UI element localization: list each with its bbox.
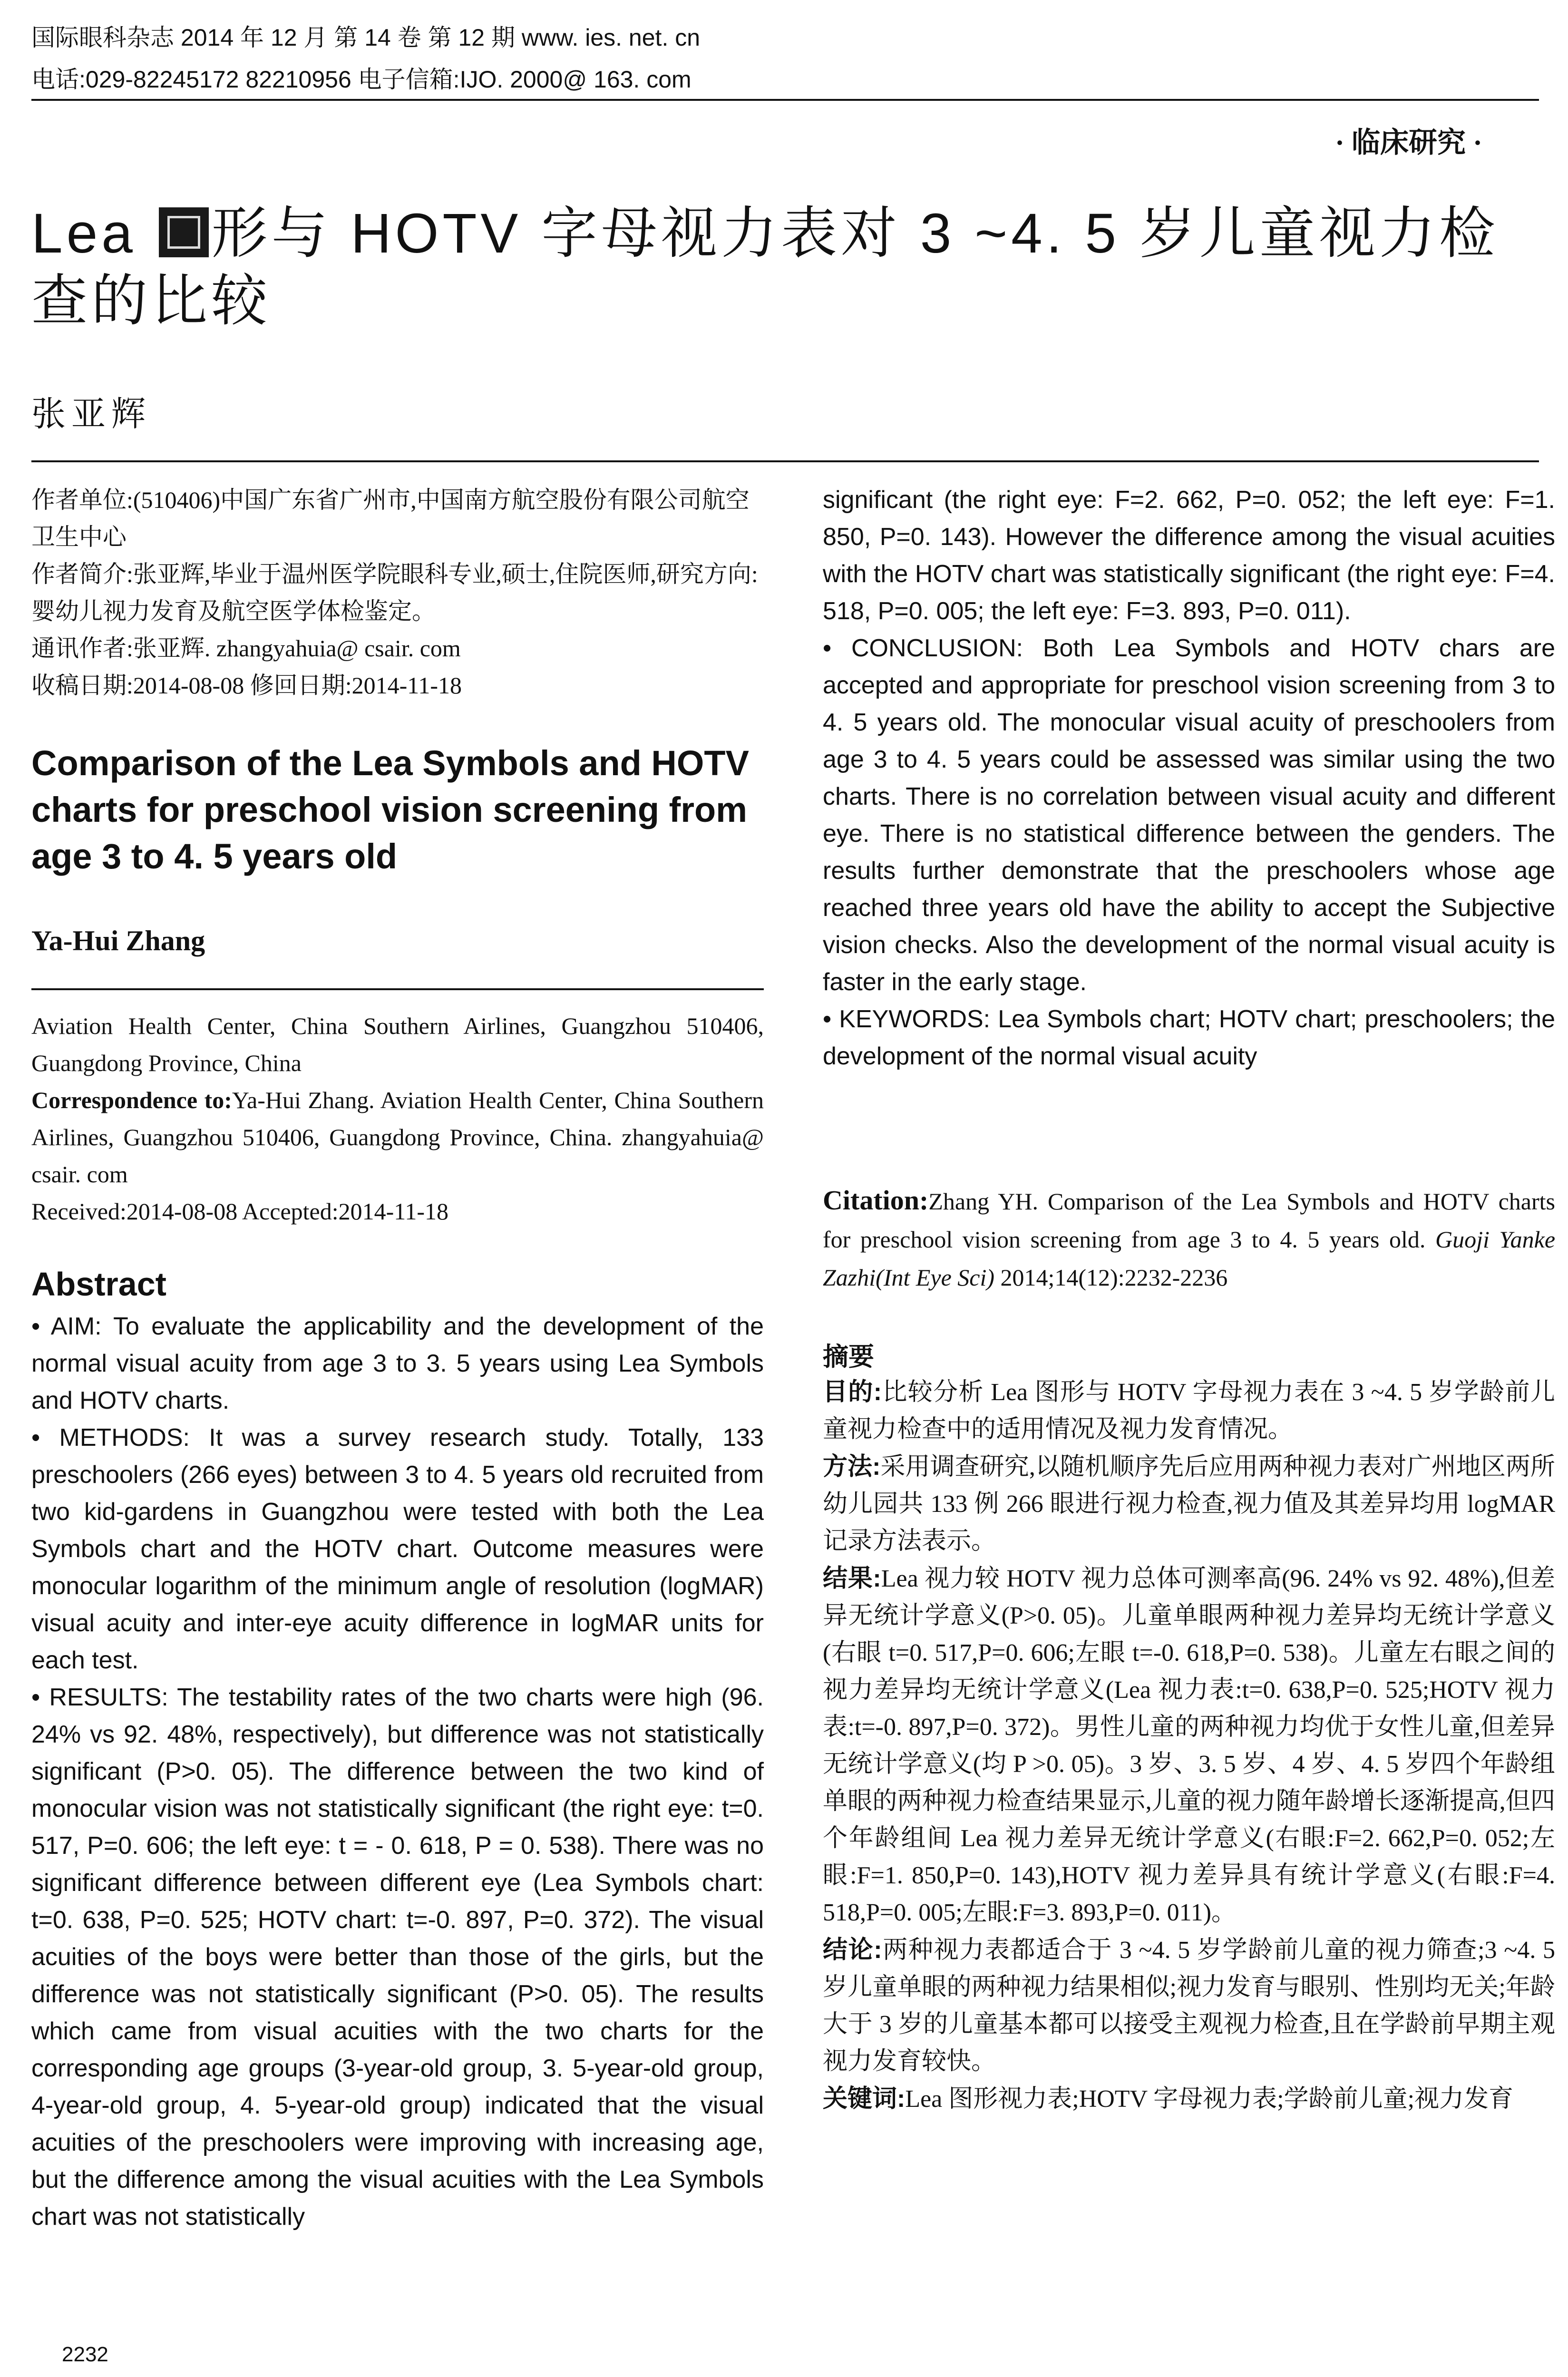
- cn-methods-text: 采用调查研究,以随机顺序先后应用两种视力表对广州地区两所幼儿园共 133 例 266 眼进行视力检查,视力值及其差异均用 logMAR 记录方法表示。: [823, 1453, 1555, 1555]
- header-rule: [31, 99, 1539, 101]
- cn-aim: [823, 1374, 1555, 1448]
- received-dates-en: Received:2014-08-08 Accepted:2014-11-18: [31, 1198, 449, 1225]
- title-part2: 形与 HOTV 字母视力表对 3 ~4. 5 岁儿童视力检: [211, 202, 1499, 265]
- cn-methods-label: 方法:: [823, 1453, 881, 1481]
- abstract-results-continued: significant (the right eye: F=2. 662, P=0. 052; the left eye: F=1. 850, P=0. 143). However the difference among the visual acuities with the HOTV chart was statistically significant (the right eye: F=4. 518, P=0. 005; the left eye: F=3. 893, P=0. 011).: [823, 486, 1555, 625]
- affiliation-rule: [31, 988, 764, 990]
- title-rule: [31, 460, 1539, 462]
- cn-aim-text: 比较分析 Lea 图形与 HOTV 字母视力表在 3 ~4. 5 岁学龄前儿童视力检查中的适用情况及视力发育情况。: [823, 1379, 1555, 1443]
- cn-aim-label: 目的:: [823, 1378, 882, 1406]
- cn-keywords-label: 关键词:: [823, 2085, 906, 2113]
- address-en: Aviation Health Center, China Southern Airlines, Guangzhou 510406, Guangdong Province, China: [31, 1013, 764, 1076]
- cn-keywords: [823, 2080, 1555, 2118]
- cn-abstract-body: [823, 1374, 1555, 2118]
- image-glyph-icon: [159, 207, 209, 257]
- journal-header-line2: 电话:029-82245172 82210956 电子信箱:IJO. 2000@ 163. com: [31, 66, 691, 93]
- affiliation-unit: 作者单位:(510406)中国广东省广州市,中国南方航空股份有限公司航空卫生中心: [31, 487, 750, 550]
- author-en: Ya-Hui Zhang: [31, 925, 205, 956]
- cn-results: [823, 1560, 1555, 1931]
- citation-ref: 2014;14(12):2232-2236: [994, 1264, 1228, 1291]
- affiliation-en: [31, 1007, 764, 1230]
- correspondence-en: [31, 1081, 764, 1193]
- english-title: Comparison of the Lea Symbols and HOTV charts for preschool vision screening from age 3 to 4. 5 years old: [31, 743, 749, 876]
- cn-conclusion-text: 两种视力表都适合于 3 ~4. 5 岁学龄前儿童的视力筛查;3 ~4. 5 岁儿童单眼的两种视力结果相似;视力发育与眼别、性别均无关;年龄大于 3 岁的儿童基本都可以接受主观视力检查,且在学龄前早期主观视力发育较快。: [823, 1937, 1555, 2075]
- abstract-aim: • AIM: To evaluate the applicability and the development of the normal visual acuity from age 3 to 3. 5 years using Lea Symbols and HOTV charts.: [31, 1313, 764, 1414]
- affiliation-cn: [31, 481, 764, 704]
- abstract-body-left: [31, 1308, 764, 2235]
- citation-journal: Guoji Yanke Zazhi(Int Eye Sci): [823, 1226, 1556, 1291]
- abstract-heading: Abstract: [31, 1266, 166, 1303]
- section-label: · 临床研究 ·: [1334, 127, 1482, 158]
- author-cn: 张亚辉: [31, 395, 152, 433]
- abstract-conclusion: • CONCLUSION: Both Lea Symbols and HOTV chars are accepted and appropriate for preschool vision screening from 3 to 4. 5 years old. The monocular visual acuity of preschoolers from age 3 to 4. 5 years could be assessed was similar using the two charts. There is no correlation between visual acuity and different eye. There is no statistical difference between the genders. The results further demonstrate that the preschoolers whose age reached three years old have the ability to accept the Subjective vision checks. Also the development of the normal visual acuity is faster in the early stage.: [823, 634, 1555, 996]
- correspondence-text: Ya-Hui Zhang. Aviation Health Center, China Southern Airlines, Guangzhou 510406, Guangdong Province, China. zhangyahuia@ csair. com: [31, 1087, 764, 1188]
- cn-results-text: Lea 视力较 HOTV 视力总体可测率高(96. 24% vs 92. 48%),但差异无统计学意义(P>0. 05)。儿童单眼两种视力差异均无统计学意义(右眼 t=0. 517,P=0. 606;左眼 t=-0. 618,P=0. 538)。儿童左右眼之间的视力差异均无统计学意义(Lea 视力表:t=0. 638,P=0. 525;HOTV 视力表:t=-0. 897,P=0. 372)。男性儿童的两种视力均优于女性儿童,但差异无统计学意义(均 P >0. 05)。3 岁、3. 5 岁、4 岁、4. 5 岁四个年龄组单眼的两种视力检查结果显示,儿童的视力随年龄增长逐渐提高,但四个年龄组间 Lea 视力差异无统计学意义(右眼:F=2. 662,P=0. 052;左眼:F=1. 850,P=0. 143),HOTV 视力差异具有统计学意义(右眼:F=4. 518,P=0. 005;左眼:F=3. 893,P=0. 011)。: [823, 1565, 1555, 1926]
- abstract-body-right: [823, 481, 1555, 1075]
- cn-abstract-heading: 摘要: [823, 1343, 874, 1371]
- cn-keywords-text: Lea 图形视力表;HOTV 字母视力表;学龄前儿童;视力发育: [905, 2085, 1514, 2113]
- title-line2: 查的比较: [31, 270, 272, 332]
- journal-header-line1: 国际眼科杂志 2014 年 12 月 第 14 卷 第 12 期 www. ies. net. cn: [31, 24, 701, 51]
- citation: [823, 1181, 1555, 1296]
- title-part1: Lea: [31, 202, 156, 265]
- abstract-keywords: • KEYWORDS: Lea Symbols chart; HOTV chart; preschoolers; the development of the normal visual acuity: [823, 1005, 1555, 1070]
- cn-results-label: 结果:: [823, 1565, 881, 1592]
- cn-conclusion: [823, 1931, 1555, 2080]
- page-number: 2232: [62, 2343, 108, 2366]
- article-title: [31, 200, 1544, 335]
- corresponding-author: 通讯作者:张亚辉. zhangyahuia@ csair. com: [31, 635, 461, 662]
- cn-conclusion-label: 结论:: [823, 1936, 882, 1964]
- citation-text: Zhang YH. Comparison of the Lea Symbols and HOTV charts for preschool vision screening from age 3 to 4. 5 years old.: [823, 1188, 1555, 1253]
- received-dates-cn: 收稿日期:2014-08-08 修回日期:2014-11-18: [31, 672, 462, 699]
- correspondence-label: Correspondence to:: [31, 1087, 232, 1113]
- abstract-results: • RESULTS: The testability rates of the two charts were high (96. 24% vs 92. 48%, respectively), but difference was not statistically significant (P>0. 05). The difference between the two kind of monocular vision was not statistically significant (the right eye: t=0. 517, P=0. 606; the left eye: t = - 0. 618, P = 0. 538). There was no significant difference between different eye (Lea Symbols chart: t=0. 638, P=0. 525; HOTV chart: t=-0. 897, P=0. 372). The visual acuities of the boys were better than those of the girls, but the difference was not statistically significant (P>0. 05). The results which came from visual acuities with the two charts for the corresponding age groups (3-year-old group, 3. 5-year-old group, 4-year-old group, 4. 5-year-old group) indicated that the visual acuities of the preschoolers were improving with increasing age, but the difference among the visual acuities with the Lea Symbols chart was not statistically: [31, 1684, 764, 2231]
- author-bio: 作者简介:张亚辉,毕业于温州医学院眼科专业,硕士,住院医师,研究方向:婴幼儿视力发育及航空医学体检鉴定。: [31, 561, 758, 624]
- abstract-methods: • METHODS: It was a survey research study. Totally, 133 preschoolers (266 eyes) between 3 to 4. 5 years old recruited from two kid-gardens in Guangzhou were tested with both the Lea Symbols chart and the HOTV chart. Outcome measures were monocular logarithm of the minimum angle of resolution (logMAR) visual acuity and inter-eye acuity difference in logMAR units for each test.: [31, 1424, 764, 1674]
- citation-label: Citation:: [823, 1185, 929, 1216]
- cn-methods: [823, 1448, 1555, 1560]
